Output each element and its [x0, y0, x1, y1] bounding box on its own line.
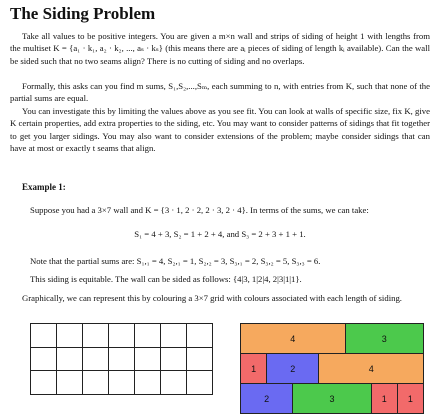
siding-piece: 1 [371, 383, 398, 414]
siding-diagram [240, 323, 423, 413]
grid-cell [187, 324, 213, 348]
grid-row [31, 371, 213, 395]
example-heading: Example 1: [22, 182, 66, 192]
example-sums: S₁ = 4 + 3, S₂ = 1 + 2 + 4, and S₃ = 2 + 3 + 1 + 1. [134, 229, 306, 239]
example-intro: Suppose you had a 3×7 wall and K = {3 · 1, 2 · 2, 2 · 3, 2 · 4}. In terms of the sums, we can take: [30, 205, 369, 215]
grid-cell [57, 324, 83, 348]
grid-cell [161, 324, 187, 348]
siding-piece: 2 [240, 383, 293, 414]
intro-paragraph: Take all values to be positive integers. You are given a m×n wall and strips of siding of height 1 with lengths from the multiset K = {a₁ · k₁, a₂ · k₂, ..., aₛ · kₛ} (this means there are aᵢ pieces of siding of length kᵢ available). Can the wall be sided such that no two seams align? There is no cutting of siding and no overlaps. [10, 31, 430, 66]
graphic-note: Graphically, we can represent this by colouring a 3×7 grid with colours associated with each length of siding. [22, 293, 402, 303]
grid-cell [161, 347, 187, 371]
partial-sums-note: Note that the partial sums are: S₁,₁ = 4, S₂,₁ = 1, S₂,₂ = 3, S₃,₁ = 2, S₃,₂ = 5, S₃,₃ = 6. [30, 256, 321, 266]
equitable-note: This siding is equitable. The wall can be sided as follows: {4|3, 1|2|4, 2|3|1|1}. [30, 274, 302, 284]
siding-piece: 4 [318, 353, 424, 384]
grid-row [31, 347, 213, 371]
grid-cell [83, 347, 109, 371]
grid-cell [31, 324, 57, 348]
page-title: The Siding Problem [10, 4, 156, 23]
investigation-paragraph: You can investigate this by limiting the values above as you see fit. You can look at walls of specific size, fix K, give K certain properties, add extra properties to the siding, etc. You may want to consider patterns of sidings that fit together to get you larger sidings. You may also want to consider extensions of the problem; maybe consider sidings that can have at most or exactly t seams that align. [10, 106, 430, 154]
siding-piece: 1 [240, 353, 267, 384]
grid-cell [161, 371, 187, 395]
grid-cell [57, 371, 83, 395]
grid-cell [31, 371, 57, 395]
siding-piece: 1 [397, 383, 424, 414]
grid-cell [83, 324, 109, 348]
grid-cell [109, 347, 135, 371]
siding-piece: 2 [266, 353, 319, 384]
formal-paragraph: Formally, this asks can you find m sums, S₁,S₂,...,Sₘ, each summing to n, with entries from K, such that none of the partial sums are equal. [10, 81, 430, 104]
grid-cell [187, 371, 213, 395]
grid-cell [135, 371, 161, 395]
grid-cell [83, 371, 109, 395]
grid-cell [109, 324, 135, 348]
grid-cell [135, 324, 161, 348]
siding-piece: 3 [292, 383, 371, 414]
grid-cell [187, 347, 213, 371]
siding-piece: 4 [240, 323, 346, 354]
grid-cell [31, 347, 57, 371]
grid-row [31, 324, 213, 348]
empty-wall-grid [30, 323, 213, 395]
grid-cell [57, 347, 83, 371]
grid-cell [135, 347, 161, 371]
siding-piece: 3 [345, 323, 424, 354]
grid-cell [109, 371, 135, 395]
